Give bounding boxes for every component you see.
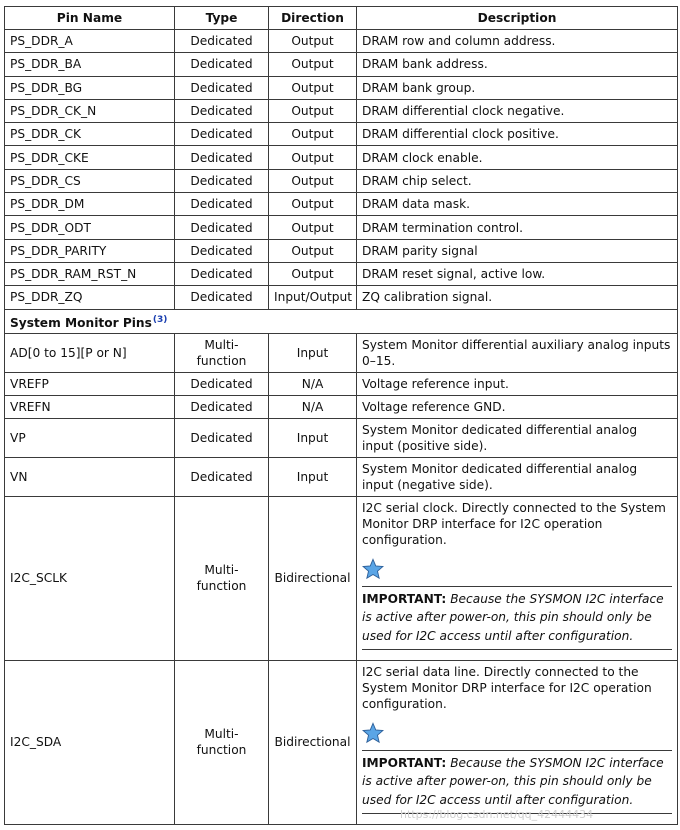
- table-row: [5, 76, 678, 99]
- description-cell: DRAM bank address.: [357, 53, 678, 76]
- direction-cell: N/A: [269, 395, 357, 418]
- direction-cell: Output: [269, 146, 357, 169]
- direction-cell: Output: [269, 123, 357, 146]
- type-cell: Dedicated: [175, 53, 269, 76]
- type-cell: Multi- function: [175, 333, 269, 372]
- table-row: [5, 372, 678, 395]
- type-cell: Dedicated: [175, 169, 269, 192]
- direction-cell: Input: [269, 333, 357, 372]
- pin-name-cell: VP: [5, 418, 175, 457]
- pin-table: [4, 6, 678, 825]
- description-cell: Voltage reference GND.: [357, 395, 678, 418]
- description-cell: DRAM row and column address.: [357, 30, 678, 53]
- pin-name-cell: VN: [5, 457, 175, 496]
- description-cell: DRAM chip select.: [357, 169, 678, 192]
- type-cell: Dedicated: [175, 216, 269, 239]
- section-title: System Monitor Pins: [10, 315, 152, 330]
- pin-name-cell: PS_DDR_BA: [5, 53, 175, 76]
- description-cell: DRAM bank group.: [357, 76, 678, 99]
- direction-cell: Input: [269, 457, 357, 496]
- description-cell: DRAM termination control.: [357, 216, 678, 239]
- important-label: IMPORTANT:: [362, 591, 447, 606]
- table-row: [5, 286, 678, 309]
- description-cell: Voltage reference input.: [357, 372, 678, 395]
- direction-cell: Output: [269, 53, 357, 76]
- type-cell: Dedicated: [175, 418, 269, 457]
- table-row: [5, 146, 678, 169]
- header-description: Description: [357, 7, 678, 30]
- type-cell: Dedicated: [175, 262, 269, 285]
- table-row: [5, 169, 678, 192]
- type-cell: Multi- function: [175, 660, 269, 824]
- table-row: [5, 193, 678, 216]
- type-cell: Dedicated: [175, 395, 269, 418]
- table-row: [5, 30, 678, 53]
- description-cell: DRAM reset signal, active low.: [357, 262, 678, 285]
- direction-cell: Output: [269, 262, 357, 285]
- description-cell: DRAM differential clock negative.: [357, 99, 678, 122]
- pin-name-cell: PS_DDR_CK: [5, 123, 175, 146]
- table-row: [5, 123, 678, 146]
- pin-name-cell: AD[0 to 15][P or N]: [5, 333, 175, 372]
- description-cell: ZQ calibration signal.: [357, 286, 678, 309]
- type-cell: Dedicated: [175, 457, 269, 496]
- table-row: [5, 239, 678, 262]
- pin-name-cell: PS_DDR_BG: [5, 76, 175, 99]
- pin-name-cell: I2C_SCLK: [5, 496, 175, 660]
- important-label: IMPORTANT:: [362, 755, 447, 770]
- description-cell: DRAM clock enable.: [357, 146, 678, 169]
- direction-cell: Output: [269, 76, 357, 99]
- pin-name-cell: PS_DDR_ZQ: [5, 286, 175, 309]
- type-cell: Dedicated: [175, 146, 269, 169]
- type-cell: Dedicated: [175, 193, 269, 216]
- table-row: [5, 395, 678, 418]
- description-cell: System Monitor differential auxiliary analog inputs 0–15.: [357, 333, 678, 372]
- pin-name-cell: PS_DDR_CK_N: [5, 99, 175, 122]
- header-direction: Direction: [269, 7, 357, 30]
- direction-cell: Output: [269, 99, 357, 122]
- type-cell: Dedicated: [175, 372, 269, 395]
- direction-cell: Output: [269, 30, 357, 53]
- direction-cell: Output: [269, 239, 357, 262]
- description-text: I2C serial clock. Directly connected to the System Monitor DRP interface for I2C operation configuration.: [362, 500, 666, 547]
- direction-cell: Output: [269, 193, 357, 216]
- header-pin-name: Pin Name: [5, 7, 175, 30]
- type-cell: Dedicated: [175, 99, 269, 122]
- description-cell: DRAM data mask.: [357, 193, 678, 216]
- pin-name-cell: PS_DDR_CKE: [5, 146, 175, 169]
- pin-name-cell: PS_DDR_PARITY: [5, 239, 175, 262]
- description-cell: DRAM differential clock positive.: [357, 123, 678, 146]
- important-note: [362, 586, 672, 651]
- direction-cell: Bidirectional: [269, 496, 357, 660]
- type-cell: Dedicated: [175, 30, 269, 53]
- description-cell: System Monitor dedicated differential analog input (positive side).: [357, 418, 678, 457]
- important-text: Because the SYSMON I2C interface is active after power-on, this pin should only be used for I2C access until after configuration.: [362, 591, 664, 643]
- table-row: [5, 660, 678, 824]
- type-cell: Dedicated: [175, 239, 269, 262]
- table-row: [5, 216, 678, 239]
- type-cell: Dedicated: [175, 286, 269, 309]
- direction-cell: Input: [269, 418, 357, 457]
- important-note: [362, 750, 672, 815]
- direction-cell: Output: [269, 216, 357, 239]
- description-cell: [357, 496, 678, 660]
- pin-name-cell: PS_DDR_ODT: [5, 216, 175, 239]
- type-cell: Multi- function: [175, 496, 269, 660]
- table-row: [5, 53, 678, 76]
- pin-name-cell: VREFN: [5, 395, 175, 418]
- description-text: I2C serial data line. Directly connected to the System Monitor DRP interface for I2C operation configuration.: [362, 664, 652, 711]
- important-star-icon: [362, 558, 384, 580]
- pin-name-cell: PS_DDR_RAM_RST_N: [5, 262, 175, 285]
- important-star-icon: [362, 722, 384, 744]
- pin-name-cell: I2C_SDA: [5, 660, 175, 824]
- section-title-cell: [5, 309, 678, 333]
- description-cell: System Monitor dedicated differential analog input (negative side).: [357, 457, 678, 496]
- description-cell: DRAM parity signal: [357, 239, 678, 262]
- direction-cell: Input/Output: [269, 286, 357, 309]
- pin-name-cell: VREFP: [5, 372, 175, 395]
- direction-cell: N/A: [269, 372, 357, 395]
- header-type: Type: [175, 7, 269, 30]
- watermark: https://blog.csdn.net/qq_42444434: [400, 808, 594, 821]
- important-text: Because the SYSMON I2C interface is active after power-on, this pin should only be used for I2C access until after configuration.: [362, 755, 664, 807]
- direction-cell: Output: [269, 169, 357, 192]
- pin-name-cell: PS_DDR_A: [5, 30, 175, 53]
- type-cell: Dedicated: [175, 76, 269, 99]
- section-row: [5, 309, 678, 333]
- table-row: [5, 333, 678, 372]
- table-row: [5, 262, 678, 285]
- table-row: [5, 496, 678, 660]
- header-row: [5, 7, 678, 30]
- type-cell: Dedicated: [175, 123, 269, 146]
- pin-name-cell: PS_DDR_DM: [5, 193, 175, 216]
- pin-name-cell: PS_DDR_CS: [5, 169, 175, 192]
- direction-cell: Bidirectional: [269, 660, 357, 824]
- description-cell: [357, 660, 678, 824]
- table-row: [5, 99, 678, 122]
- table-row: [5, 457, 678, 496]
- table-row: [5, 418, 678, 457]
- footnote-ref[interactable]: (3): [152, 314, 168, 325]
